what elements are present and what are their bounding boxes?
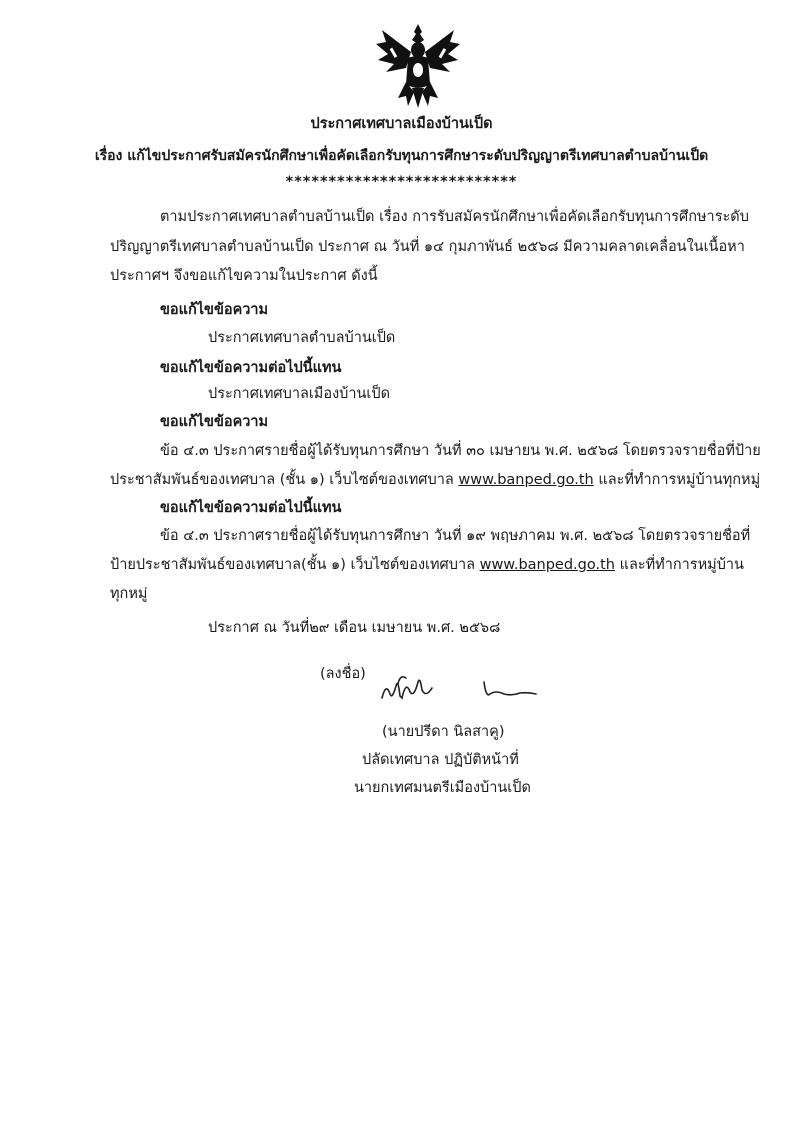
correction-text: ข้อ ๔.๓ ประกาศรายชื่อผู้ได้รับทุนการศึกษา วันที่ ๓๐ เมษายน พ.ศ. ๒๕๖๘ โดยตรวจรายชื่อที่ป้าย <box>160 443 761 459</box>
title-separator: *************************** <box>285 174 518 190</box>
document-subject: เรื่อง แก้ไขประกาศรับสมัครนักศึกษาเพื่อคัดเลือกรับทุนการศึกษาระดับปริญญาตรีเทศบาลตำบลบ้านเป็ด <box>94 148 709 164</box>
signature-label: (ลงชื่อ) <box>320 666 366 682</box>
correction-text-line-2 <box>110 470 760 490</box>
signer-name: (นายปรีดา นิลสาคู) <box>382 724 505 740</box>
correction-text-before-link: ป้ายประชาสัมพันธ์ของเทศบาล(ชั้น ๑) เว็บไซต์ของเทศบาล <box>110 557 480 573</box>
correction-heading: ขอแก้ไขข้อความต่อไปนี้แทน <box>160 500 342 516</box>
signer-position-1: ปลัดเทศบาล ปฏิบัติหน้าที่ <box>362 752 519 768</box>
website-link[interactable]: www.banped.go.th <box>458 472 594 488</box>
correction-text-after-link: และที่ทำการหมู่บ้านทุกหมู่ <box>593 472 761 488</box>
correction-heading: ขอแก้ไขข้อความต่อไปนี้แทน <box>160 360 342 376</box>
signer-position-2: นายกเทศมนตรีเมืองบ้านเป็ด <box>354 780 531 796</box>
intro-line-1: ตามประกาศเทศบาลตำบลบ้านเป็ด เรื่อง การรับสมัครนักศึกษาเพื่อคัดเลือกรับทุนการศึกษาระดับ <box>160 209 749 225</box>
correction-text: ข้อ ๔.๓ ประกาศรายชื่อผู้ได้รับทุนการศึกษา วันที่ ๑๙ พฤษภาคม พ.ศ. ๒๕๖๘ โดยตรวจรายชื่อที่ <box>160 528 751 544</box>
intro-line-2: ปริญญาตรีเทศบาลตำบลบ้านเป็ด ประกาศ ณ วันที่ ๑๔ กุมภาพันธ์ ๒๕๖๘ มีความคลาดเคลื่อนในเนื้อหา <box>110 239 745 255</box>
correction-text-before-link: ประชาสัมพันธ์ของเทศบาล (ชั้น ๑) เว็บไซต์ของเทศบาล <box>110 472 459 488</box>
correction-text-line-2 <box>110 555 744 575</box>
correction-text: ประกาศเทศบาลตำบลบ้านเป็ด <box>208 330 396 346</box>
handwritten-signature-icon <box>380 668 540 708</box>
intro-line-3: ประกาศฯ จึงขอแก้ไขความในประกาศ ดังนี้ <box>110 268 378 284</box>
website-link[interactable]: www.banped.go.th <box>479 557 615 573</box>
correction-text-line-3: ทุกหมู่ <box>110 586 148 602</box>
document-title: ประกาศเทศบาลเมืองบ้านเป็ด <box>310 116 493 132</box>
correction-heading: ขอแก้ไขข้อความ <box>160 414 269 430</box>
correction-text-after-link: และที่ทำการหมู่บ้าน <box>614 557 744 573</box>
announce-date: ประกาศ ณ วันที่๒๙ เดือน เมษายน พ.ศ. ๒๕๖๘ <box>208 620 501 636</box>
correction-heading: ขอแก้ไขข้อความ <box>160 302 269 318</box>
garuda-emblem-icon <box>372 22 464 110</box>
correction-text: ประกาศเทศบาลเมืองบ้านเป็ด <box>208 386 390 402</box>
